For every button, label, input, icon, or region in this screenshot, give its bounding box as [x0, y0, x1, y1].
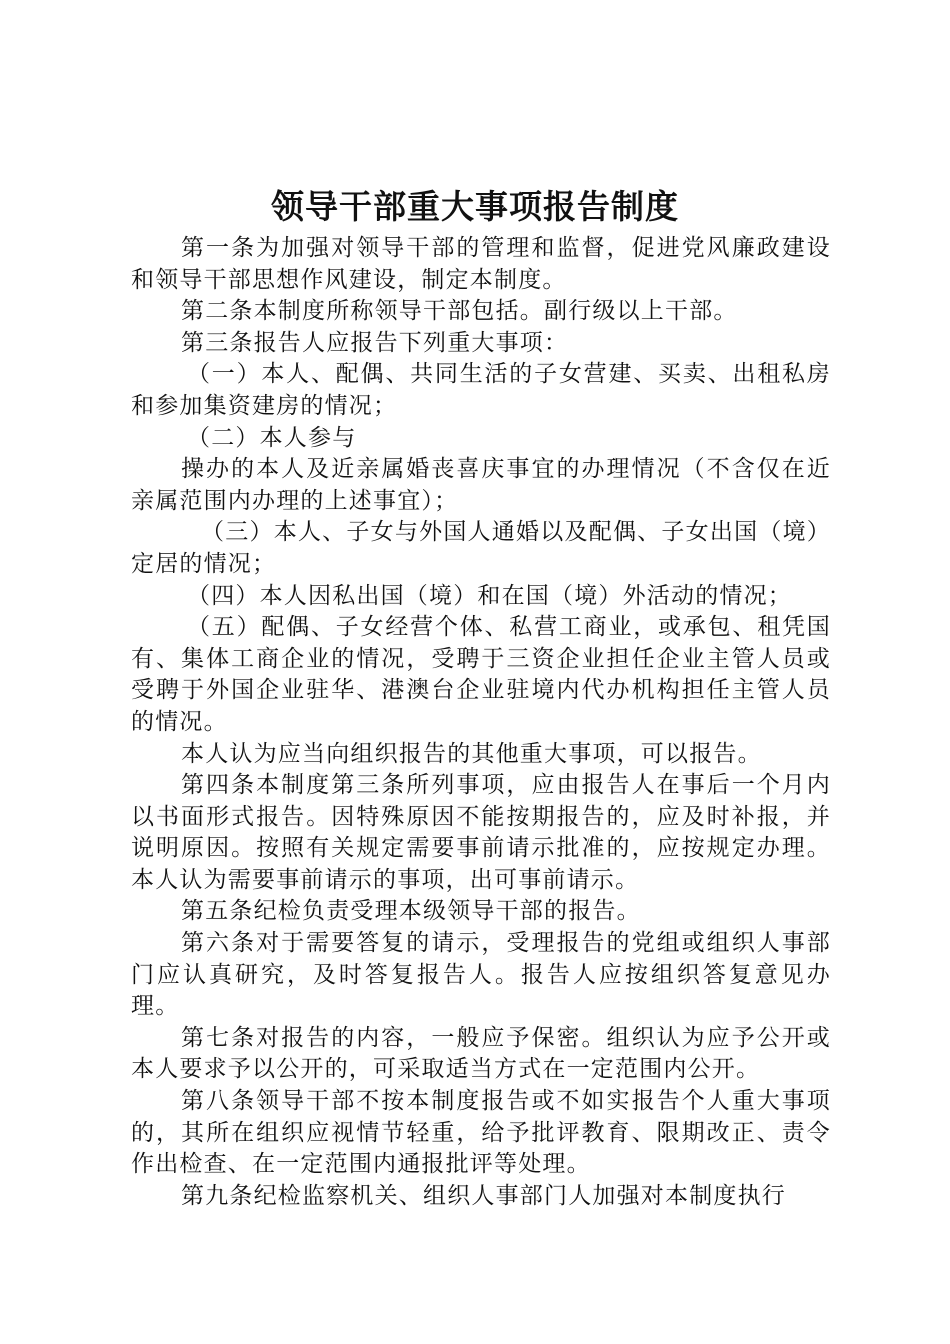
article-5-paragraph: 第五条纪检负责受理本级领导干部的报告。 [181, 898, 641, 925]
article-8-paragraph: 第八条领导干部不按本制度报告或不如实报告个人重大事项的，其所在组织应视情节轻重，给予批评教育、限期改正、责令作出检查、在一定范围内通报批评等处理。 [131, 1088, 831, 1178]
article-3-paragraph: 第三条报告人应报告下列重大事项： [181, 329, 569, 356]
article-3-other-matters: 本人认为应当向组织报告的其他重大事项，可以报告。 [181, 740, 762, 767]
article-3-item-3: （三）本人、子女与外国人通婚以及配偶、子女出国（境）定居的情况； [131, 519, 831, 577]
article-4-paragraph: 第四条本制度第三条所列事项，应由报告人在事后一个月内以书面形式报告。因特殊原因不能按期报告的，应及时补报，并说明原因。按照有关规定需要事前请示批准的，应按规定办理。本人认为需要事前请示的事项，出可事前请示。 [131, 772, 831, 893]
article-3-item-2-continued: 操办的本人及近亲属婚丧喜庆事宜的办理情况（不含仅在近亲属范围内办理的上述事宜）； [131, 456, 831, 514]
article-3-item-2: （二）本人参与 [187, 424, 357, 451]
article-3-item-5: （五）配偶、子女经营个体、私营工商业，或承包、租凭国有、集体工商企业的情况，受聘于三资企业担任企业主管人员或受聘于外国企业驻华、港澳台企业驻境内代办机构担任主管人员的情况。 [131, 614, 831, 735]
article-3-item-1: （一）本人、配偶、共同生活的子女营建、买卖、出租私房和参加集资建房的情况； [131, 361, 831, 419]
article-1-paragraph: 第一条为加强对领导干部的管理和监督，促进党风廉政建设和领导干部思想作风建设，制定本制度。 [131, 235, 831, 293]
article-9-paragraph: 第九条纪检监察机关、组织人事部门人加强对本制度执行 [181, 1182, 786, 1209]
article-6-paragraph: 第六条对于需要答复的请示，受理报告的党组或组织人事部门应认真研究，及时答复报告人。报告人应按组织答复意见办理。 [131, 930, 831, 1020]
article-2-paragraph: 第二条本制度所称领导干部包括。副行级以上干部。 [181, 298, 738, 325]
document-title: 领导干部重大事项报告制度 [271, 187, 679, 226]
article-7-paragraph: 第七条对报告的内容，一般应予保密。组织认为应予公开或本人要求予以公开的，可采取适当方式在一定范围内公开。 [131, 1024, 831, 1083]
article-3-item-4: （四）本人因私出国（境）和在国（境）外活动的情况； [187, 582, 792, 609]
document-body [131, 233, 831, 1212]
